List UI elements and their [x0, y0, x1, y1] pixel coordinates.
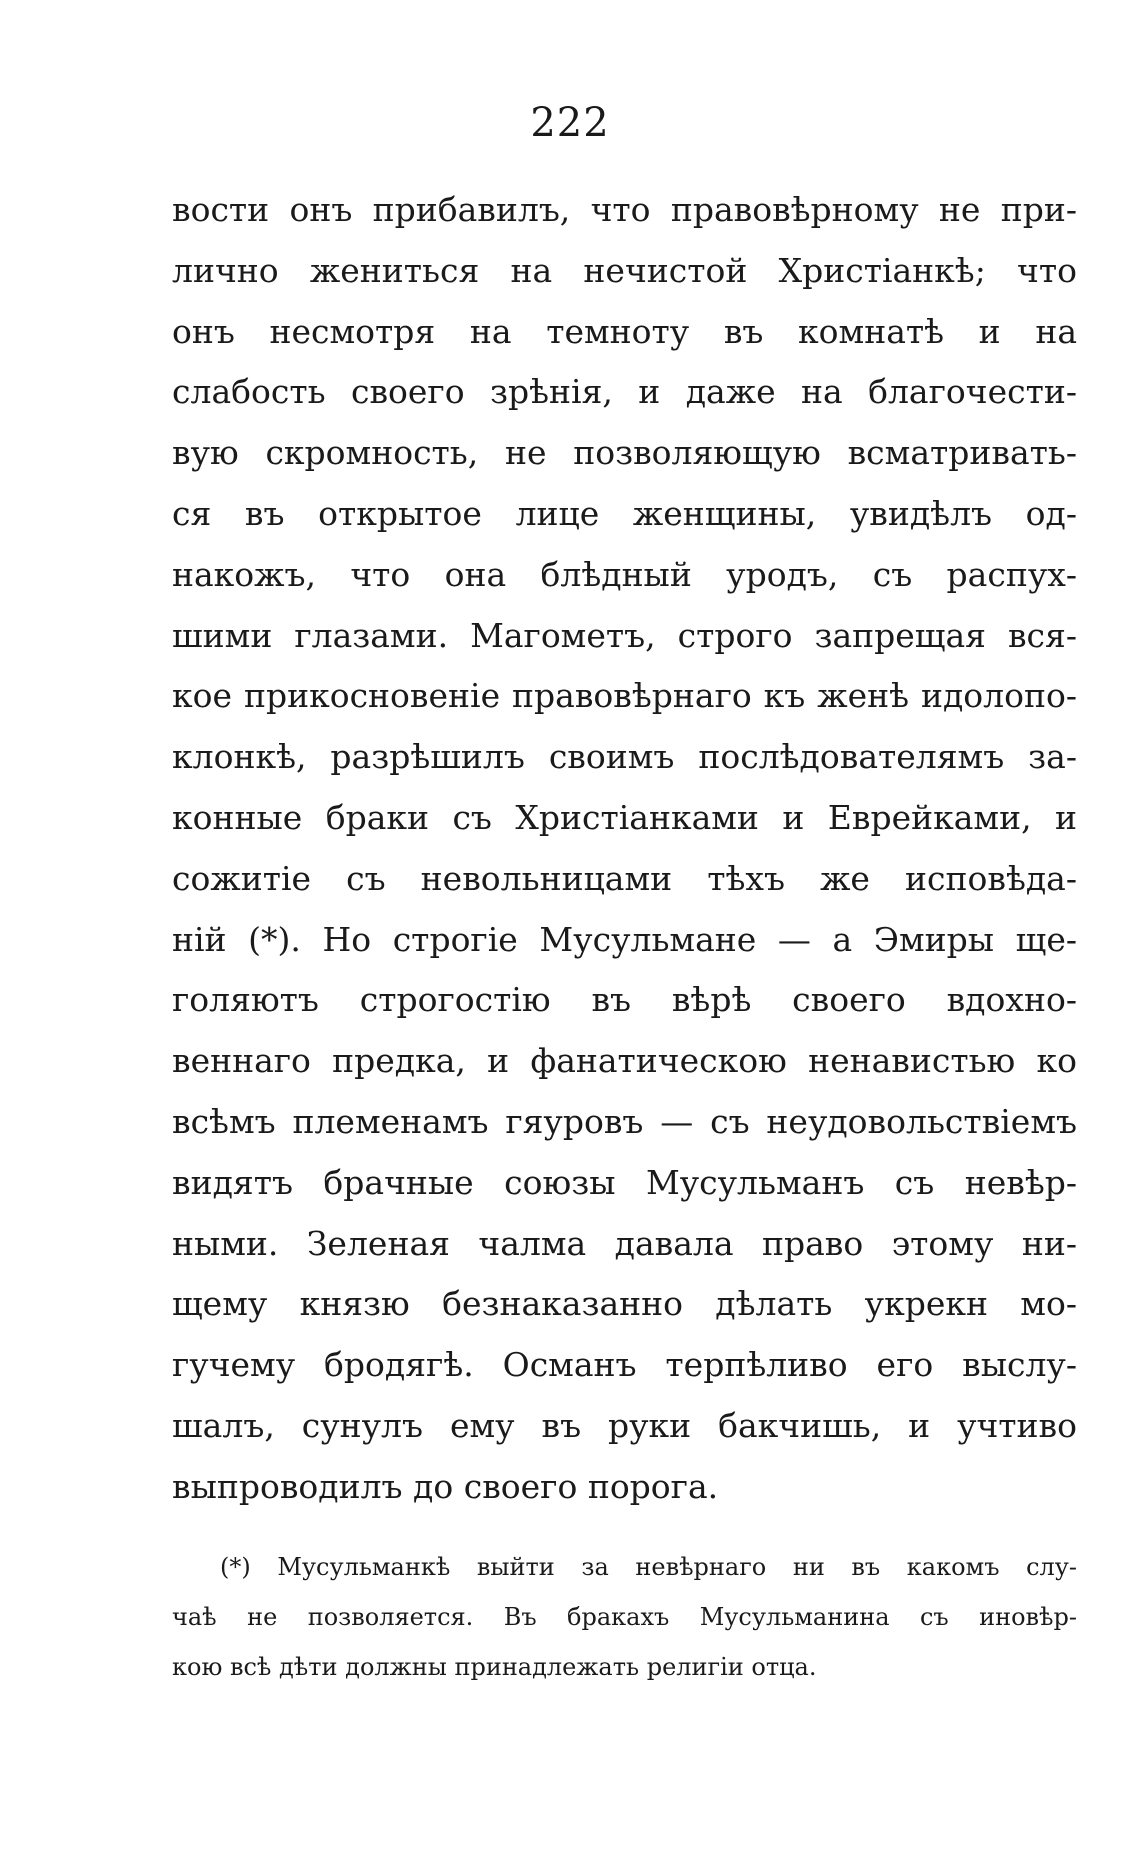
text-line: клонкѣ, разрѣшилъ своимъ послѣдователямъ за-: [172, 737, 1077, 777]
text-line: голяютъ строгостію въ вѣрѣ своего вдохно-: [172, 980, 1077, 1020]
footnote-line: чаѣ не позволяется. Въ бракахъ Мусульманина съ иновѣр-: [172, 1603, 1077, 1631]
text-line: гучему бродягѣ. Османъ терпѣливо его выслу-: [172, 1345, 1077, 1385]
text-line: вую скромность, не позволяющую всматривать-: [172, 433, 1077, 473]
text-line: кое прикосновеніе правовѣрнаго къ женѣ идолопо-: [172, 676, 1077, 716]
text-line: выпроводилъ до своего порога.: [172, 1466, 719, 1506]
footnote-line: (*) Мусульманкѣ выйти за невѣрнаго ни въ какомъ слу-: [220, 1553, 1077, 1581]
text-line: шалъ, сунулъ ему въ руки бакчишь, и учтиво: [172, 1405, 1077, 1445]
text-line: ній (*). Но строгіе Мусульмане — а Эмиры ще-: [172, 919, 1077, 959]
text-line: всѣмъ племенамъ гяуровъ — съ неудовольствіемъ: [172, 1101, 1077, 1141]
text-line: ся въ открытое лице женщины, увидѣлъ од-: [172, 493, 1077, 533]
text-line: веннаго предка, и фанатическою ненавистью ко: [172, 1041, 1077, 1081]
text-line: лично жениться на нечистой Христіанкѣ; что: [172, 250, 1077, 290]
body-text: [172, 180, 1077, 1518]
text-line: конные браки съ Христіанками и Еврейками, и: [172, 797, 1077, 837]
text-line: слабость своего зрѣнія, и даже на благочести-: [172, 372, 1077, 412]
text-line: сожитіе съ невольницами тѣхъ же исповѣда-: [172, 858, 1077, 898]
text-line: видятъ брачные союзы Мусульманъ съ невѣр-: [172, 1162, 1077, 1202]
footnote: [172, 1542, 1077, 1692]
text-line: вости онъ прибавилъ, что правовѣрному не при-: [172, 190, 1077, 229]
text-line: ными. Зеленая чалма давала право этому ни-: [172, 1223, 1077, 1263]
footnote-line: кою всѣ дѣти должны принадлежать религіи отца.: [172, 1653, 817, 1681]
text-line: накожъ, что она блѣдный уродъ, съ распух-: [172, 554, 1077, 594]
page-number: 222: [530, 100, 610, 146]
text-line: шими глазами. Магометъ, строго запрещая вся-: [172, 615, 1077, 655]
text-line: щему князю безнаказанно дѣлать укрекн мо-: [172, 1284, 1077, 1324]
text-line: онъ несмотря на темноту въ комнатѣ и на: [172, 311, 1077, 351]
